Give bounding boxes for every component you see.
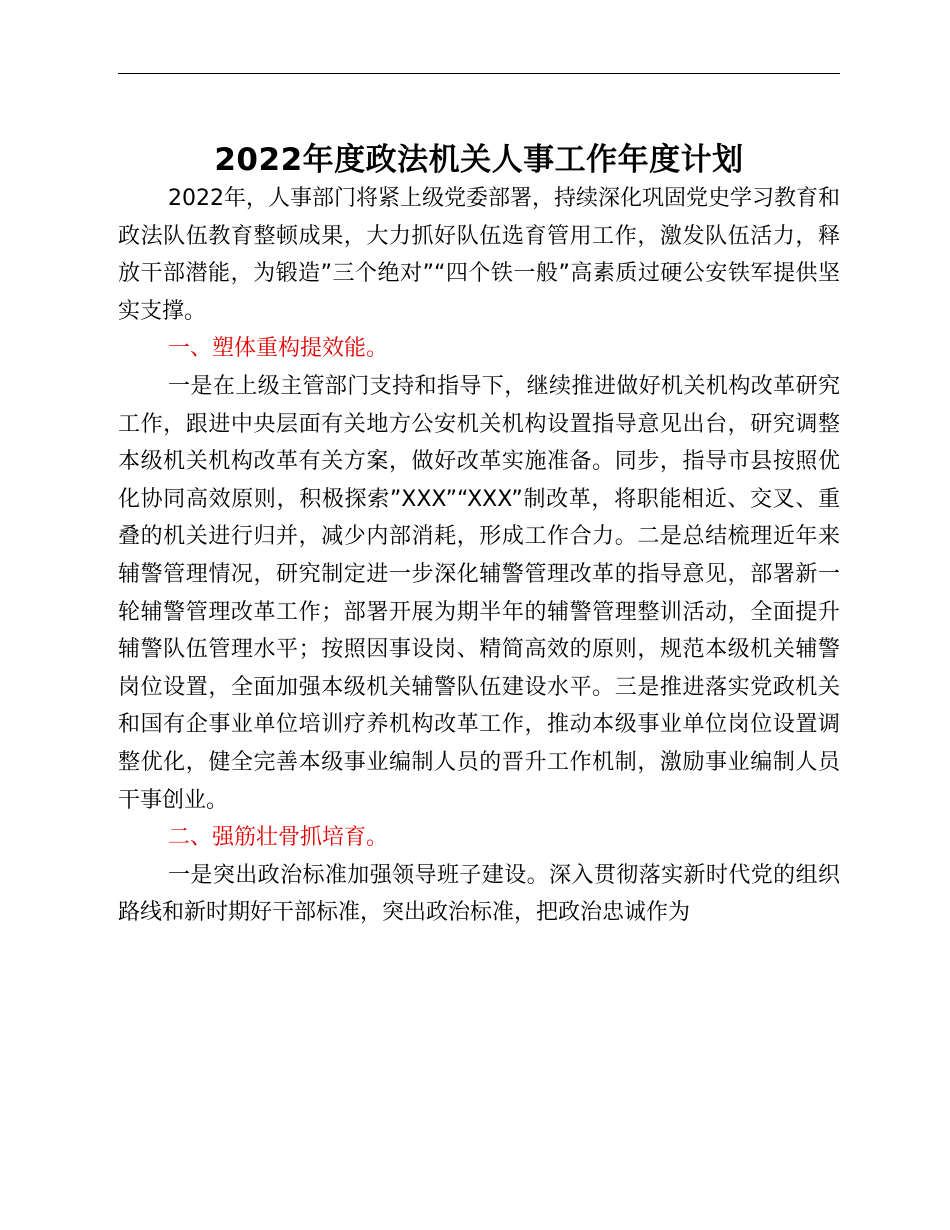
- section-heading-1: 一、塑体重构提效能。: [168, 336, 389, 362]
- section-heading-2: 二、强筋壮骨抓培育。: [168, 825, 389, 851]
- document-title: 2022年度政法机关人事工作年度计划: [214, 142, 744, 178]
- section-1-paragraph: 一是在上级主管部门支持和指导下，继续推进做好机关机构改革研究工作，跟进中央层面有关地方公安机关机构设置指导意见出台，研究调整本级机关机构改革有关方案，做好改革实施准备。同步，指导市县按照优化协同高效原则，积极探索”XXX”“XXX”制改革，将职能相近、交叉、重叠的机关进行归并，减少内部消耗，形成工作合力。二是总结梳理近年来辅警管理情况，研究制定进一步深化辅警管理改革的指导意见，部署新一轮辅警管理改革工作；部署开展为期半年的辅警管理整训活动，全面提升辅警队伍管理水平；按照因事设岗、精简高效的原则，规范本级机关辅警岗位设置，全面加强本级机关辅警队伍建设水平。三是推进落实党政机关和国有企事业单位培训疗养机构改革工作，推动本级事业单位岗位设置调整优化，健全完善本级事业编制人员的晋升工作机制，激励事业编制人员干事创业。: [118, 373, 840, 813]
- header-rule: [118, 73, 840, 74]
- section-2-paragraph: 一是突出政治标准加强领导班子建设。深入贯彻落实新时代党的组织路线和新时期好干部标准，突出政治标准，把政治忠诚作为: [118, 862, 840, 926]
- intro-paragraph: 2022年，人事部门将紧上级党委部署，持续深化巩固党史学习教育和政法队伍教育整顿成果，大力抓好队伍选育管用工作，激发队伍活力，释放干部潜能，为锻造”三个绝对”“四个铁一般”高素质过硬公安铁军提供坚实支撑。: [118, 186, 840, 324]
- document-body: [118, 180, 840, 932]
